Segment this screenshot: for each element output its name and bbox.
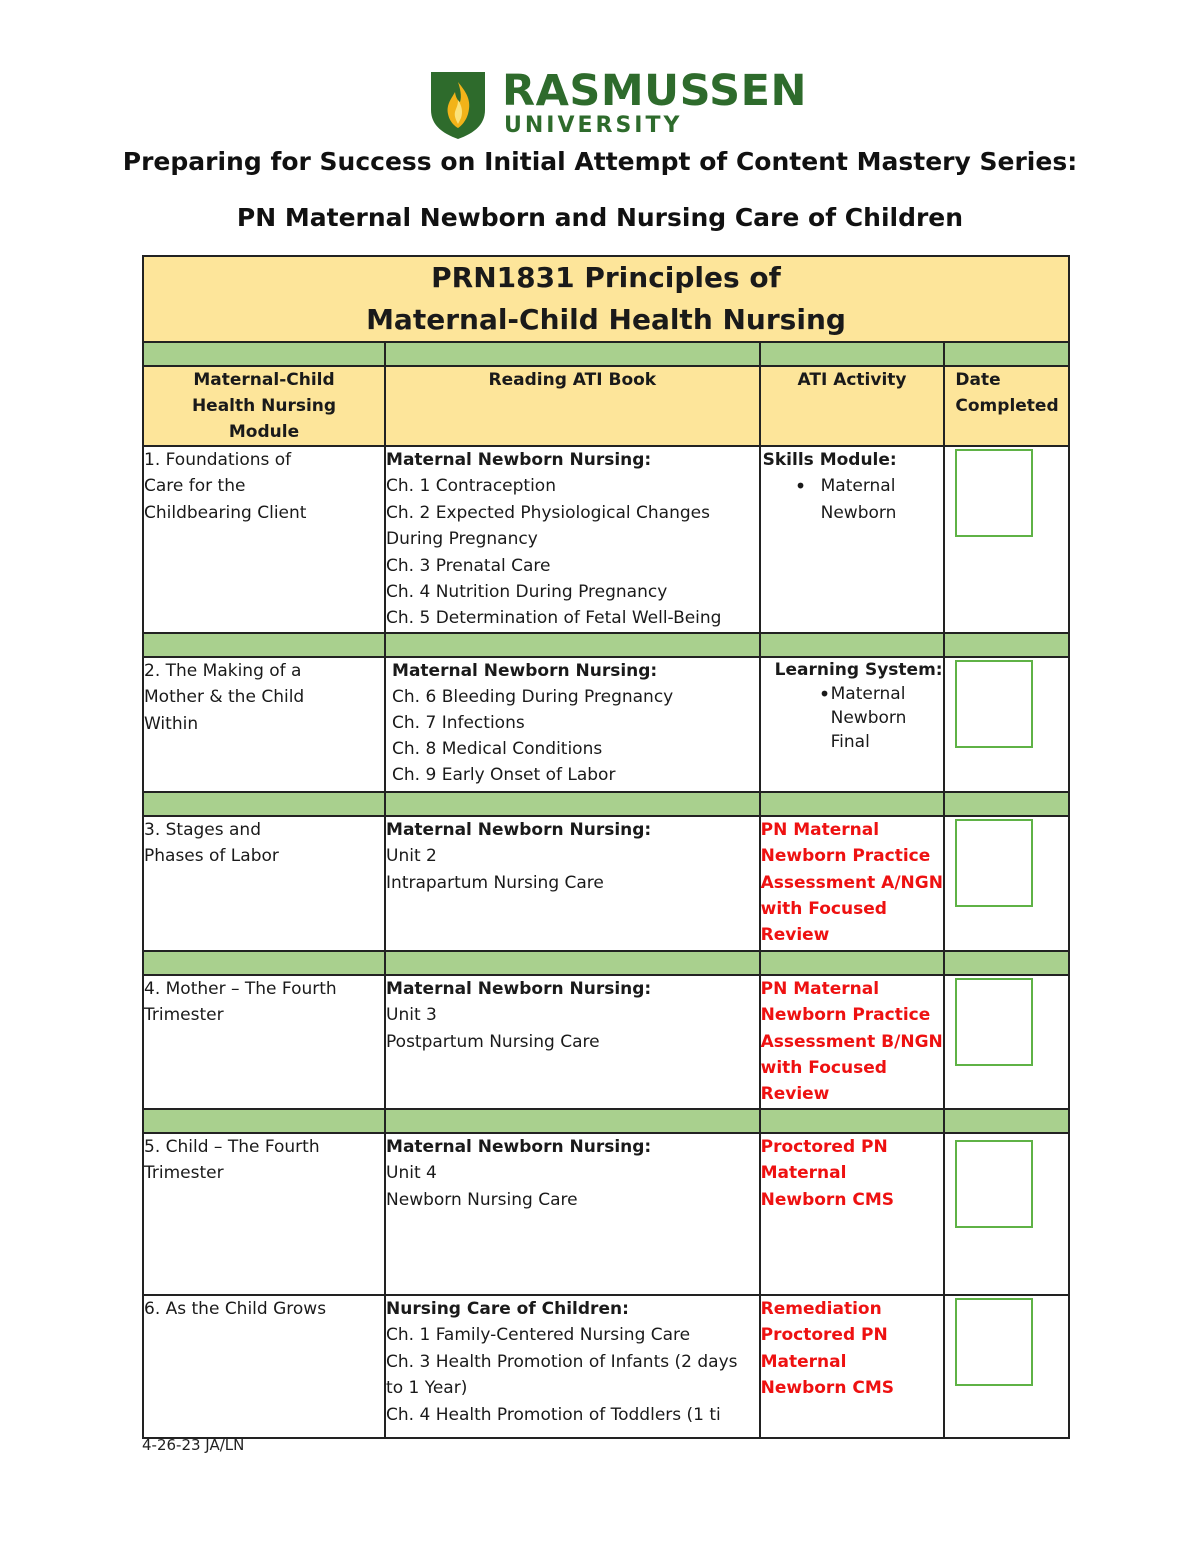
table-row — [143, 816, 1069, 951]
activity-cell: PN Maternal Newborn Practice Assessment A/NGN with Focused Review — [760, 816, 945, 951]
separator-row — [143, 633, 1069, 657]
logo-name: RASMUSSEN — [502, 66, 807, 116]
module-cell: 2. The Making of a Mother & the Child Within — [143, 657, 385, 792]
date-cell — [944, 1295, 1069, 1438]
page-subtitle: PN Maternal Newborn and Nursing Care of Children — [236, 203, 964, 232]
separator-row — [143, 792, 1069, 816]
header-module: Maternal-Child Health Nursing Module — [143, 366, 385, 446]
flame-shield-icon — [428, 70, 488, 140]
course-line-2: Maternal-Child Health Nursing — [366, 303, 846, 336]
module-cell: 1. Foundations of Care for the Childbearing Client — [143, 446, 385, 633]
separator-row — [143, 1109, 1069, 1133]
reading-cell: Nursing Care of Children: Ch. 1 Family-Centered Nursing Care Ch. 3 Health Promotion of Infants (2 days to 1 Year) Ch. 4 Health Promotion of Toddlers (1 ti — [385, 1295, 760, 1438]
checkbox[interactable] — [955, 1298, 1033, 1386]
date-cell — [944, 446, 1069, 633]
header-activity: ATI Activity — [760, 366, 945, 446]
checkbox[interactable] — [955, 978, 1033, 1066]
table-row — [143, 1133, 1069, 1295]
activity-cell: Learning System: • Maternal Newborn Final — [760, 657, 945, 792]
header-date: Date Completed — [944, 366, 1069, 446]
reading-cell: Maternal Newborn Nursing: Unit 4 Newborn Nursing Care — [385, 1133, 760, 1295]
header-reading: Reading ATI Book — [385, 366, 760, 446]
list-item: • Maternal Newborn Final — [817, 682, 921, 754]
table-row — [143, 975, 1069, 1109]
module-cell: 3. Stages and Phases of Labor — [143, 816, 385, 951]
checkbox[interactable] — [955, 660, 1033, 748]
table-row — [143, 657, 1069, 792]
activity-cell: Remediation Proctored PN Maternal Newborn CMS — [760, 1295, 945, 1438]
checkbox[interactable] — [955, 819, 1033, 907]
date-cell — [944, 657, 1069, 792]
reading-cell: Maternal Newborn Nursing: Unit 3 Postpartum Nursing Care — [385, 975, 760, 1109]
activity-cell: PN Maternal Newborn Practice Assessment B/NGN with Focused Review — [760, 975, 945, 1109]
rasmussen-logo — [428, 66, 807, 140]
logo-sub: UNIVERSITY — [504, 113, 683, 138]
date-cell — [944, 1133, 1069, 1295]
date-cell — [944, 975, 1069, 1109]
separator-row — [143, 951, 1069, 975]
date-cell — [944, 816, 1069, 951]
module-cell: 6. As the Child Grows — [143, 1295, 385, 1438]
reading-cell: Maternal Newborn Nursing: Ch. 6 Bleeding During Pregnancy Ch. 7 Infections Ch. 8 Medical Conditions Ch. 9 Early Onset of Labor — [385, 657, 760, 792]
activity-cell: Skills Module: • Maternal Newborn — [760, 446, 945, 633]
checkbox[interactable] — [955, 449, 1033, 537]
activity-cell: Proctored PN Maternal Newborn CMS — [760, 1133, 945, 1295]
course-line-1: PRN1831 Principles of — [431, 261, 781, 294]
page-title: Preparing for Success on Initial Attempt of Content Mastery Series: — [122, 147, 1078, 176]
checkbox[interactable] — [955, 1140, 1033, 1228]
table-row — [143, 1295, 1069, 1438]
table-row — [143, 446, 1069, 633]
header-row — [143, 366, 1069, 446]
footer-note: 4-26-23 JA/LN — [142, 1436, 245, 1454]
course-table — [142, 255, 1070, 1439]
reading-cell: Maternal Newborn Nursing: Unit 2 Intrapartum Nursing Care — [385, 816, 760, 951]
module-cell: 5. Child – The Fourth Trimester — [143, 1133, 385, 1295]
module-cell: 4. Mother – The Fourth Trimester — [143, 975, 385, 1109]
separator-row — [143, 342, 1069, 366]
list-item: • Maternal Newborn — [793, 473, 911, 526]
reading-cell: Maternal Newborn Nursing: Ch. 1 Contraception Ch. 2 Expected Physiological Changes During Pregnancy Ch. 3 Prenatal Care Ch. 4 Nutrition During Pregnancy Ch. 5 Determination of Fetal Well-Being — [385, 446, 760, 633]
course-title — [143, 256, 1069, 342]
